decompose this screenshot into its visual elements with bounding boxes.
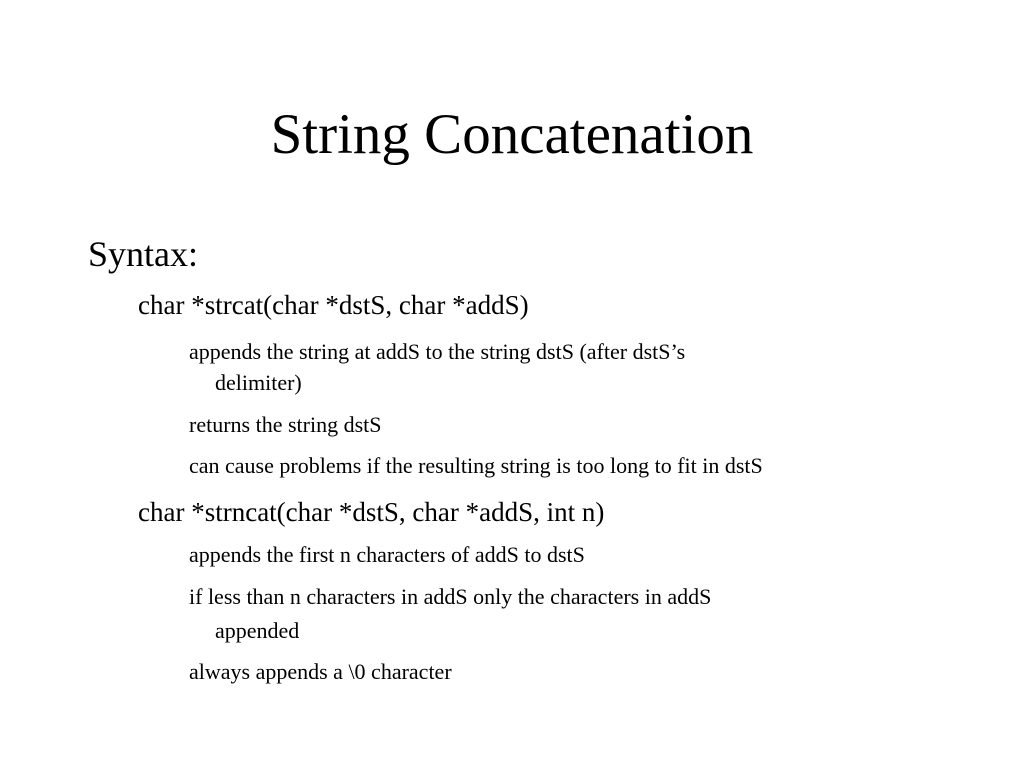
strcat-signature: char *strcat(char *dstS, char *addS) bbox=[138, 290, 529, 320]
syntax-label: Syntax: bbox=[88, 234, 199, 274]
strcat-point-1: appends the string at addS to the string dstS (after dstS’s bbox=[189, 339, 686, 364]
slide-title: String Concatenation bbox=[270, 103, 754, 166]
strncat-point-2-continued: appended bbox=[215, 618, 300, 643]
strncat-point-2: if less than n characters in addS only the characters in addS bbox=[189, 584, 712, 609]
strcat-point-3: can cause problems if the resulting string is too long to fit in dstS bbox=[189, 453, 763, 478]
strncat-point-3: always appends a \0 character bbox=[189, 659, 452, 684]
strncat-signature: char *strncat(char *dstS, char *addS, int n) bbox=[138, 497, 605, 527]
strncat-point-1: appends the first n characters of addS to dstS bbox=[189, 542, 585, 567]
strcat-point-2: returns the string dstS bbox=[189, 412, 382, 437]
strcat-point-1-continued: delimiter) bbox=[215, 370, 302, 395]
